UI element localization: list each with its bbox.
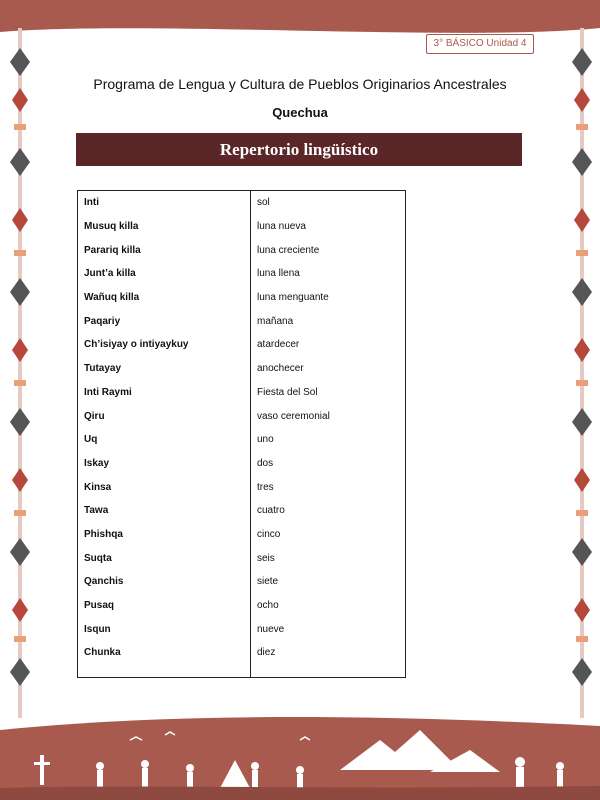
spanish-meaning: atardecer — [257, 339, 300, 351]
table-row — [78, 594, 406, 618]
quechua-term: Suqta — [78, 546, 251, 570]
table-row — [78, 641, 406, 678]
spanish-meaning: Fiesta del Sol — [257, 386, 318, 398]
section-header: Repertorio lingüístico — [76, 133, 522, 166]
language-subtitle: Quechua — [272, 105, 328, 120]
spanish-meaning: luna nueva — [257, 221, 306, 233]
spanish-meaning: sol — [257, 197, 270, 209]
quechua-term: Isqun — [78, 617, 251, 641]
spanish-meaning: seis — [257, 552, 275, 564]
quechua-term: Uq — [78, 428, 251, 452]
table-row — [78, 215, 406, 239]
quechua-term: Ch’isiyay o intiyaykuy — [78, 333, 251, 357]
spanish-meaning: siete — [257, 576, 279, 588]
table-row — [78, 262, 406, 286]
spanish-meaning: anochecer — [257, 363, 304, 375]
table-row — [78, 617, 406, 641]
spanish-meaning: uno — [257, 434, 274, 446]
quechua-term: Tutayay — [78, 357, 251, 381]
table-row — [78, 333, 406, 357]
table-row — [78, 357, 406, 381]
grade-unit-badge: 3° BÁSICO Unidad 4 — [426, 34, 534, 54]
table-row — [78, 452, 406, 476]
table-row — [78, 191, 406, 215]
quechua-term: Qanchis — [78, 570, 251, 594]
table-row — [78, 475, 406, 499]
spanish-meaning: diez — [257, 647, 276, 659]
table-row — [78, 381, 406, 405]
spanish-meaning: luna menguante — [257, 292, 329, 304]
quechua-term: Pusaq — [78, 594, 251, 618]
quechua-term: Musuq killa — [78, 215, 251, 239]
spanish-meaning: vaso ceremonial — [257, 410, 330, 422]
table-row — [78, 570, 406, 594]
table-row — [78, 546, 406, 570]
quechua-term: Parariq killa — [78, 238, 251, 262]
quechua-term: Qiru — [78, 404, 251, 428]
program-title: Programa de Lengua y Cultura de Pueblos Originarios Ancestrales — [93, 76, 507, 92]
table-row — [78, 499, 406, 523]
table-row — [78, 523, 406, 547]
quechua-term: Inti Raymi — [78, 381, 251, 405]
spanish-meaning: luna llena — [257, 268, 300, 280]
quechua-term: Chunka — [78, 641, 251, 678]
quechua-term: Iskay — [78, 452, 251, 476]
spanish-meaning: cuatro — [257, 505, 285, 517]
quechua-term: Tawa — [78, 499, 251, 523]
vocabulary-table — [77, 190, 406, 678]
table-row — [78, 286, 406, 310]
spanish-meaning: mañana — [257, 315, 294, 327]
quechua-term: Inti — [78, 191, 251, 215]
quechua-term: Junt’a killa — [78, 262, 251, 286]
spanish-meaning: tres — [257, 481, 274, 493]
table-row — [78, 238, 406, 262]
spanish-meaning: ocho — [257, 600, 279, 612]
quechua-term: Phishqa — [78, 523, 251, 547]
spanish-meaning: cinco — [257, 528, 281, 540]
footer-landscape-illustration — [0, 700, 600, 800]
right-woven-border-pattern — [570, 28, 594, 718]
quechua-term: Paqariy — [78, 309, 251, 333]
spanish-meaning: nueve — [257, 623, 285, 635]
quechua-term: Kinsa — [78, 475, 251, 499]
table-row — [78, 404, 406, 428]
table-row — [78, 428, 406, 452]
top-decorative-band — [0, 0, 600, 19]
quechua-term: Wañuq killa — [78, 286, 251, 310]
spanish-meaning: luna creciente — [257, 244, 320, 256]
table-row — [78, 309, 406, 333]
left-woven-border-pattern — [8, 28, 32, 718]
spanish-meaning: dos — [257, 457, 274, 469]
